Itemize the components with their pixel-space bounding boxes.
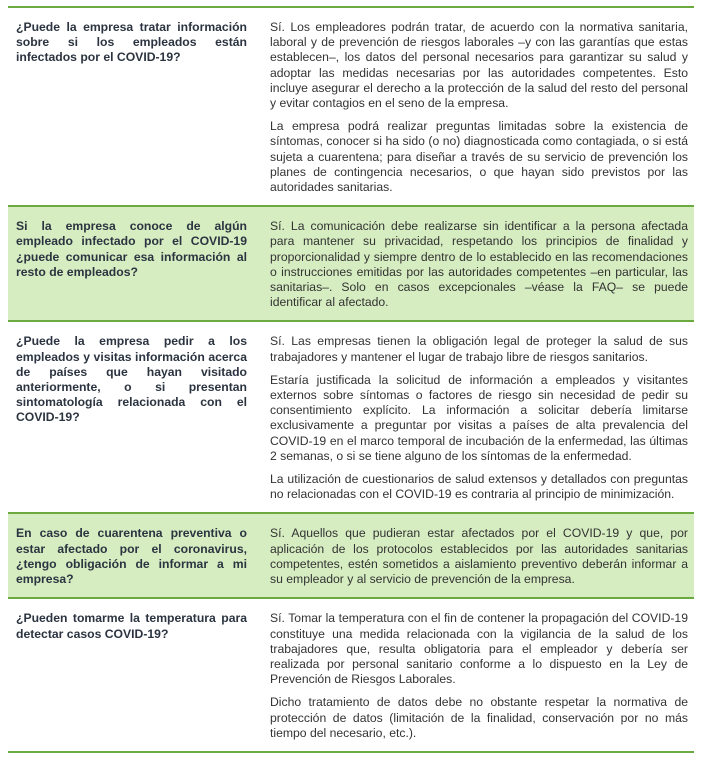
faq-row (8, 598, 694, 752)
faq-row (8, 206, 694, 321)
faq-answer (255, 206, 694, 321)
answer-paragraph: Sí. Las empresas tienen la obligación legal de proteger la salud de sus trabajadores y mantener el lugar de trabajo libre de riesgos sanitarios. (270, 334, 688, 364)
answer-paragraph: Sí. Tomar la temperatura con el fin de contener la propagación del COVID-19 constituye una medida relacionada con la vigilancia de la salud de los trabajadores que, resulta obligatoria para el empleador y debería ser realizada por personal sanitario conforme a lo dispuesto en la Ley de Prevención de Riesgos Laborales. (270, 611, 688, 687)
answer-paragraph: Estaría justificada la solicitud de información a empleados y visitantes externos sobre síntomas o factores de riesgo sin necesidad de pedir su consentimiento explícito. La información a solicitar debería limitarse exclusivamente a preguntar por visitas a países de alta prevalencia del COVID-19 en el marco temporal de incubación de la enfermedad, las últimas 2 semanas, o si se tiene alguno de los síntomas de la enfermedad. (270, 372, 688, 463)
answer-paragraph: Sí. La comunicación debe realizarse sin identificar a la persona afectada para mantener su privacidad, respetando los principios de finalidad y proporcionalidad y siempre dentro de lo establecido en las recomendaciones o instrucciones emitidas por las autoridades competentes –en particular, las sanitarias–. Solo en casos excepcionales –véase la FAQ– se puede identificar al afectado. (270, 219, 688, 310)
faq-answer (255, 7, 694, 206)
answer-paragraph: Sí. Aquellos que pudieran estar afectados por el COVID-19 y que, por aplicación de los protocolos establecidos por las autoridades sanitarias competentes, estén sometidos a aislamiento preventivo deberán informar a su empleador y al servicio de prevención de la empresa. (270, 526, 688, 587)
faq-answer (255, 321, 694, 513)
faq-row (8, 7, 694, 206)
answer-paragraph: Dicho tratamiento de datos debe no obstante respetar la normativa de protección de datos (limitación de la finalidad, conservación por no más tiempo del necesario, etc.). (270, 695, 688, 740)
faq-row (8, 513, 694, 598)
answer-paragraph: Sí. Los empleadores podrán tratar, de acuerdo con la normativa sanitaria, laboral y de prevención de riesgos laborales –y con las garantías que estas establecen–, los datos del personal necesarios para garantizar su salud y adoptar las medidas necesarias por las autoridades competentes. Esto incluye asegurar el derecho a la protección de la salud del resto del personal y evitar contagios en el seno de la empresa. (270, 20, 688, 111)
answer-paragraph: La utilización de cuestionarios de salud extensos y detallados con preguntas no relacionadas con el COVID-19 es contraria al principio de minimización. (270, 472, 688, 502)
faq-table (8, 6, 694, 753)
faq-answer (255, 598, 694, 752)
faq-row (8, 321, 694, 513)
faq-answer (255, 513, 694, 598)
faq-question: Si la empresa conoce de algún empleado infectado por el COVID-19 ¿puede comunicar esa información al resto de empleados? (8, 206, 255, 321)
answer-paragraph: La empresa podrá realizar preguntas limitadas sobre la existencia de síntomas, conocer si ha sido (o no) diagnosticada como contagiada, o si está sujeta a cuarentena; para diseñar a través de su servicio de prevención los planes de contingencia necesarios, o que hayan sido previstos por las autoridades sanitarias. (270, 119, 688, 195)
faq-question: ¿Puede la empresa pedir a los empleados y visitas información acerca de países que hayan visitado anteriormente, o si presentan sintomatología relacionada con el COVID-19? (8, 321, 255, 513)
faq-question: ¿Puede la empresa tratar información sobre si los empleados están infectados por el COVID-19? (8, 7, 255, 206)
faq-question: ¿Pueden tomarme la temperatura para detectar casos COVID-19? (8, 598, 255, 752)
faq-question: En caso de cuarentena preventiva o estar afectado por el coronavirus, ¿tengo obligación de informar a mi empresa? (8, 513, 255, 598)
